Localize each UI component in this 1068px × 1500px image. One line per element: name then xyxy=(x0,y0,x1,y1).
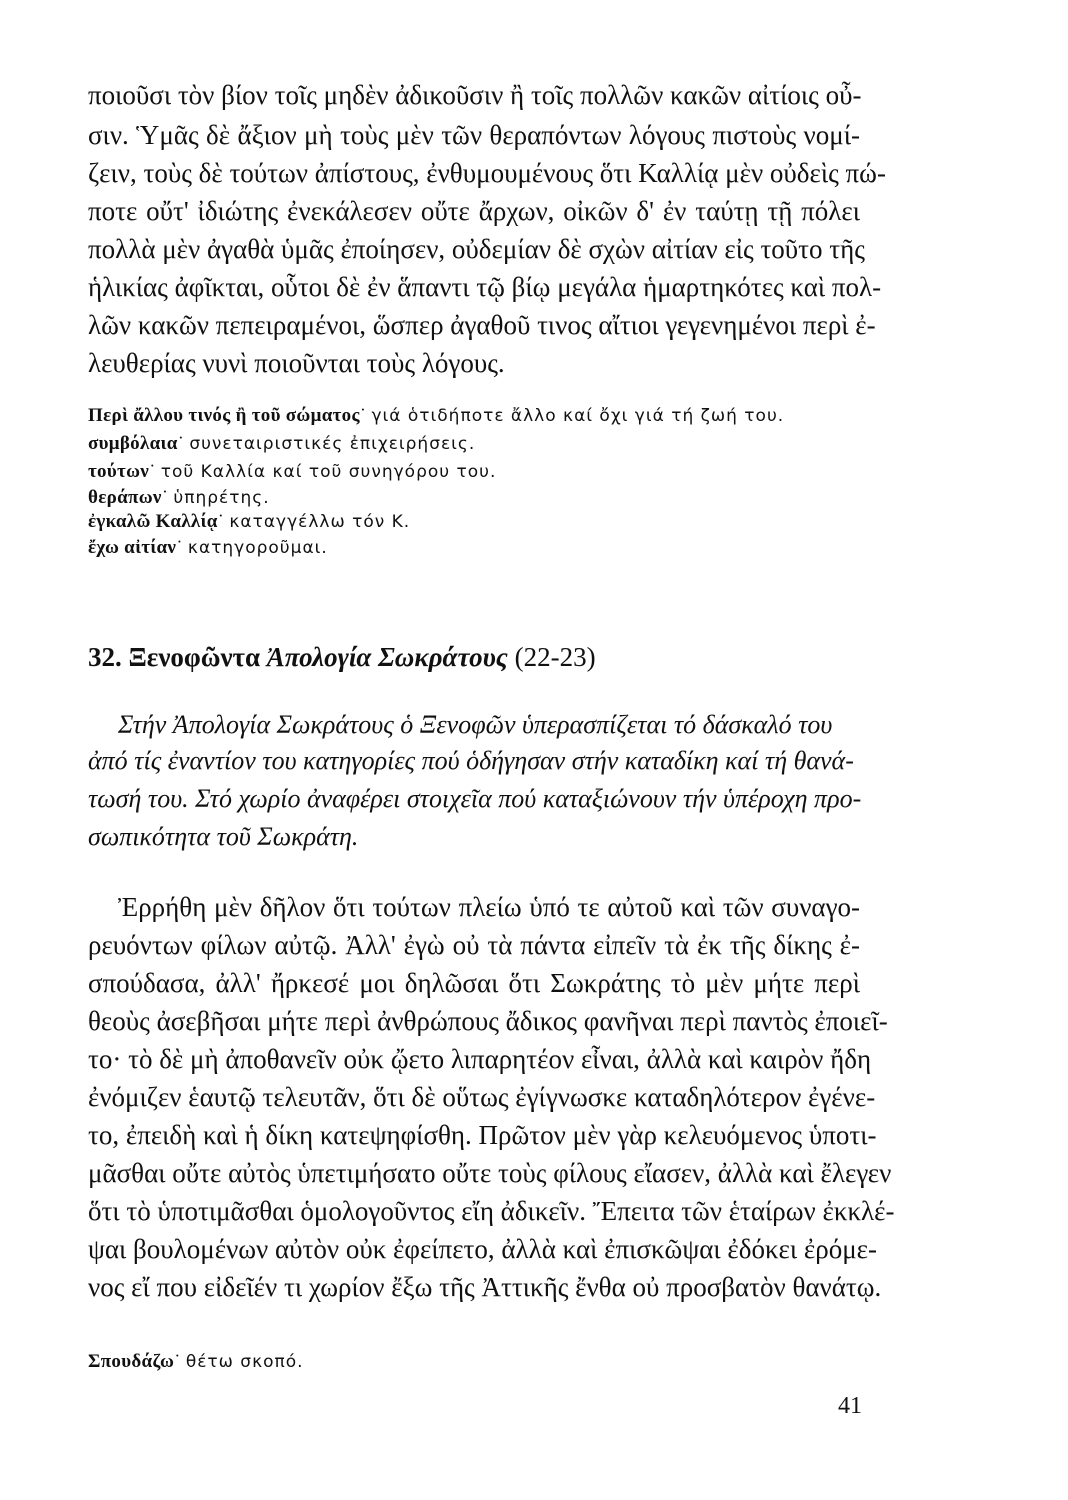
text-line: λευθερίας νυνὶ ποιοῦνται τοὺς λόγους. xyxy=(88,348,505,378)
glossary-definition: τοῦ Καλλία καί τοῦ συνηγόρου του. xyxy=(160,462,497,482)
glossary-term: ἔχω αἰτίαν xyxy=(88,537,177,558)
section-work-title: Ἀπολογία Σωκράτους xyxy=(266,642,508,672)
text-line: ζειν, τοὺς δὲ τούτων ἀπίστους, ἐνθυμουμένους ὅτι Καλλίᾳ μὲν οὐδεὶς πώ- xyxy=(88,158,886,188)
glossary-term: Περὶ ἄλλου τινός ἢ τοῦ σώματος xyxy=(88,405,360,426)
glossary-entry: ἔχω αἰτίαν˙ κατηγοροῦμαι. xyxy=(88,537,328,558)
text-line: ψαι βουλομένων αὐτὸν οὐκ ἐφείπετο, ἀλλὰ καὶ ἐπισκῶψαι ἐδόκει ἐρόμε- xyxy=(88,1234,878,1264)
glossary-entry: ἐγκαλῶ Καλλίᾳ˙ καταγγέλλω τόν Κ. xyxy=(88,511,411,532)
text-line: Ἐρρήθη μὲν δῆλον ὅτι τούτων πλείω ὑπό τε αὐτοῦ καὶ τῶν συναγο- xyxy=(118,892,860,922)
glossary-definition: ὑπηρέτης. xyxy=(173,488,270,508)
text-line: σπούδασα, ἀλλ' ἤρκεσέ μοι δηλῶσαι ὅτι Σωκράτης τὸ μὲν μήτε περὶ xyxy=(88,968,860,998)
text-line: λῶν κακῶν πεπειραμένοι, ὥσπερ ἀγαθοῦ τινος αἴτιοι γεγενημένοι περὶ ἐ- xyxy=(88,310,876,340)
text-line: ρευόντων φίλων αὐτῷ. Ἀλλ' ἐγὼ οὐ τὰ πάντα εἰπεῖν τὰ ἐκ τῆς δίκης ἐ- xyxy=(88,930,860,960)
text-line: σιν. Ὑμᾶς δὲ ἄξιον μὴ τοὺς μὲν τῶν θεραπόντων λόγους πιστοὺς νομί- xyxy=(88,120,860,150)
text-line: ποτε οὔτ' ἰδιώτης ἐνεκάλεσεν οὔτε ἄρχων, οἰκῶν δ' ἐν ταύτῃ τῇ πόλει xyxy=(88,196,860,226)
section-range: (22-23) xyxy=(514,642,596,672)
text-line: ἐνόμιζεν ἑαυτῷ τελευτᾶν, ὅτι δὲ οὕτως ἐγίγνωσκε καταδηλότερον ἐγένε- xyxy=(88,1082,876,1112)
glossary-definition: κατηγοροῦμαι. xyxy=(187,538,328,558)
text-line: ἡλικίας ἀφῖκται, οὗτοι δὲ ἐν ἅπαντι τῷ βίῳ μεγάλα ἡμαρτηκότες καὶ πολ- xyxy=(88,272,882,302)
glossary-term: τούτων xyxy=(88,461,150,482)
section-author: Ξενοφῶντα xyxy=(128,642,261,672)
text-line: πολλὰ μὲν ἀγαθὰ ὑμᾶς ἐποίησεν, οὐδεμίαν δὲ σχὼν αἰτίαν εἰς τοῦτο τῆς xyxy=(88,234,865,264)
section-number: 32. xyxy=(88,642,122,672)
section-heading xyxy=(88,642,596,673)
glossary-definition: θέτω σκοπό. xyxy=(185,1352,304,1372)
text-line: το, ἐπειδὴ καὶ ἡ δίκη κατεψηφίσθη. Πρῶτον μὲν γὰρ κελευόμενος ὑποτι- xyxy=(88,1120,877,1150)
glossary-definition: συνεταιριστικές ἐπιχειρήσεις. xyxy=(189,434,476,454)
glossary-term: Σπουδάζω xyxy=(88,1351,175,1372)
intro-line: σωπικότητα τοῦ Σωκράτη. xyxy=(88,822,359,851)
text-line: ὅτι τὸ ὑποτιμᾶσθαι ὁμολογοῦντος εἴη ἀδικεῖν. Ἔπειτα τῶν ἑταίρων ἐκκλέ- xyxy=(88,1196,895,1226)
text-line: νος εἴ που εἰδεῖέν τι χωρίον ἔξω τῆς Ἀττικῆς ἔνθα οὐ προσβατὸν θανάτῳ. xyxy=(88,1272,882,1302)
intro-line: Στήν Ἀπολογία Σωκράτους ὁ Ξενοφῶν ὑπερασπίζεται τό δάσκαλό του xyxy=(118,710,833,739)
page-number: 41 xyxy=(838,1393,862,1419)
glossary-term: ἐγκαλῶ Καλλίᾳ xyxy=(88,511,218,532)
glossary-entry: Σπουδάζω˙ θέτω σκοπό. xyxy=(88,1351,304,1372)
glossary-entry: συμβόλαια˙ συνεταιριστικές ἐπιχειρήσεις. xyxy=(88,433,476,454)
glossary-definition: γιά ὁτιδήποτε ἄλλο καί ὄχι γιά τή ζωή του. xyxy=(371,406,785,426)
glossary-entry: θεράπων˙ ὑπηρέτης. xyxy=(88,487,270,508)
intro-line: τωσή του. Στό χωρίο ἀναφέρει στοιχεῖα πού καταξιώνουν τήν ὑπέροχη προ- xyxy=(88,784,862,813)
text-line: μᾶσθαι οὔτε αὐτὸς ὑπετιμήσατο οὔτε τοὺς φίλους εἴασεν, ἀλλὰ καὶ ἔλεγεν xyxy=(88,1158,892,1188)
glossary-definition: καταγγέλλω τόν Κ. xyxy=(229,512,411,532)
glossary-term: συμβόλαια xyxy=(88,433,178,454)
intro-line: ἀπό τίς ἐναντίον του κατηγορίες πού ὁδήγησαν στήν καταδίκη καί τή θανά- xyxy=(88,746,854,775)
glossary-entry: τούτων˙ τοῦ Καλλία καί τοῦ συνηγόρου του. xyxy=(88,461,497,482)
text-line: θεοὺς ἀσεβῆσαι μήτε περὶ ἀνθρώπους ἄδικος φανῆναι περὶ παντὸς ἐποιεῖ- xyxy=(88,1006,888,1036)
glossary-entry: Περὶ ἄλλου τινός ἢ τοῦ σώματος˙ γιά ὁτιδήποτε ἄλλο καί ὄχι γιά τή ζωή του. xyxy=(88,405,785,426)
text-line: το· τὸ δὲ μὴ ἀποθανεῖν οὐκ ᾤετο λιπαρητέον εἶναι, ἀλλὰ καὶ καιρὸν ἤδη xyxy=(88,1044,872,1074)
text-line: ποιοῦσι τὸν βίον τοῖς μηδὲν ἀδικοῦσιν ἢ τοῖς πολλῶν κακῶν αἰτίοις οὖ- xyxy=(88,80,862,110)
glossary-term: θεράπων xyxy=(88,487,162,508)
